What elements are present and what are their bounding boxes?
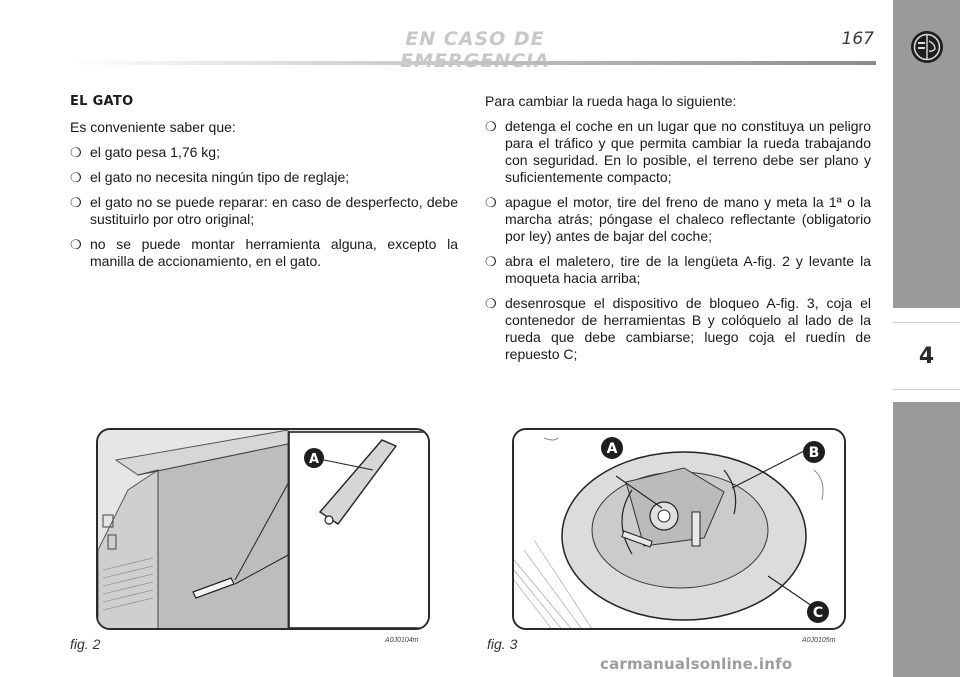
list-item-text: el gato no se puede reparar: en caso de desperfecto, debe sustituirlo por otro original;: [90, 194, 458, 227]
list-item-text: el gato pesa 1,76 kg;: [90, 144, 220, 160]
list-item-text: detenga el coche en un lugar que no constituya un peligro para el tráfico y que permita cambiar la rueda trabajando con seguridad. En lo posible, el terreno debe ser plano y suficientemente compacto;: [505, 118, 871, 185]
watermark: carmanualsonline.info: [600, 655, 793, 673]
left-column: [70, 93, 458, 278]
list-item-text: no se puede montar herramienta alguna, excepto la manilla de accionamiento, en el gato.: [90, 236, 458, 269]
brand-logo-icon: [910, 30, 944, 64]
list-item-text: desenrosque el dispositivo de bloqueo A-fig. 3, coja el contenedor de herramientas B y colóquelo al lado de la rueda que debe cambiarse; luego coja el ruedín de repuesto C;: [505, 295, 871, 362]
figure-label-a: A: [308, 452, 320, 467]
section-title: EN CASO DE: [405, 28, 545, 50]
list-item: [485, 253, 871, 287]
figure-spare-wheel: [512, 428, 846, 630]
bullet-circle-icon: ❍: [485, 296, 497, 311]
list-item: [70, 194, 458, 228]
figure-caption: fig. 3: [487, 636, 518, 652]
figure-label-a: A: [606, 441, 618, 457]
list-item-text: abra el maletero, tire de la lengüeta A-fig. 2 y levante la moqueta hacia arriba;: [505, 253, 871, 286]
bullet-circle-icon: ❍: [485, 195, 497, 210]
header-rule: [68, 61, 876, 65]
list-item: [70, 144, 458, 161]
spare-wheel-illustration: [514, 430, 846, 630]
figure-label-b: B: [808, 445, 820, 461]
jack-section-title: EL GATO: [70, 94, 134, 109]
list-item: [485, 194, 871, 245]
trunk-illustration: [98, 430, 430, 630]
bullet-circle-icon: ❍: [485, 119, 497, 134]
bullet-circle-icon: ❍: [70, 170, 82, 185]
list-item: [70, 169, 458, 186]
sidebar-bottom-block: [893, 402, 960, 677]
list-item-text: apague el motor, tire del freno de mano y meta la 1ª o la marcha atrás; póngase el chaleco reflectante (obligatorio por ley) antes de bajar del coche;: [505, 194, 871, 244]
list-item-text: el gato no necesita ningún tipo de reglaje;: [90, 169, 350, 185]
bullet-circle-icon: ❍: [70, 195, 82, 210]
page-number: 167: [841, 29, 874, 49]
list-item: [485, 295, 871, 363]
chapter-sidebar: [893, 0, 960, 677]
list-item: [70, 236, 458, 270]
figure-code: A0J0105m: [802, 637, 836, 644]
chapter-number: 4: [918, 344, 935, 369]
bullet-circle-icon: ❍: [485, 254, 497, 269]
jack-intro: Es conveniente saber que:: [70, 119, 236, 135]
figure-code: A0J0104m: [385, 637, 419, 644]
figure-label-c: C: [812, 605, 824, 621]
bullet-circle-icon: ❍: [70, 237, 82, 252]
bullet-circle-icon: ❍: [70, 145, 82, 160]
list-item: [485, 118, 871, 186]
figure-caption: fig. 2: [70, 636, 101, 652]
wheel-change-intro: Para cambiar la rueda haga lo siguiente:: [485, 93, 737, 109]
figure-trunk-tab: [96, 428, 430, 630]
right-column: [485, 93, 871, 371]
